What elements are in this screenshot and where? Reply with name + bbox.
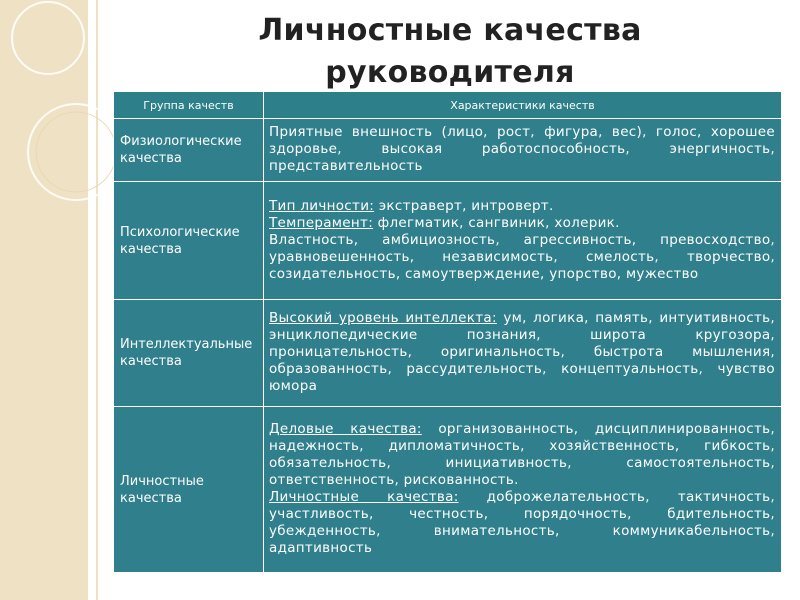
characteristics-paragraph — [269, 215, 775, 232]
table-row — [114, 119, 782, 182]
characteristics-paragraph — [269, 198, 775, 215]
characteristics-paragraph — [269, 232, 775, 283]
qualities-table — [113, 91, 782, 573]
characteristics-paragraph — [269, 489, 775, 557]
characteristics-cell — [264, 407, 782, 573]
characteristic-text: флегматик, сангвиник, холерик. — [373, 214, 620, 231]
group-cell: Личностные качества — [114, 407, 264, 573]
group-cell: Физиологические качества — [114, 119, 264, 182]
characteristics-cell — [264, 119, 782, 182]
characteristic-label: Тип личности: — [269, 197, 375, 214]
characteristic-label: Личностные качества: — [269, 489, 459, 505]
characteristic-label: Деловые качества: — [269, 421, 422, 437]
characteristic-label: Темперамент: — [269, 214, 374, 231]
characteristic-text: Приятные внешность (лицо, рост, фигура, вес), голос, хорошее здоровье, высокая работоспособность, энергичность, представительность — [269, 124, 775, 174]
characteristics-cell — [264, 182, 782, 300]
characteristics-paragraph — [269, 310, 775, 395]
title-line-2: руководителя — [325, 55, 575, 90]
characteristics-paragraph — [269, 421, 775, 489]
characteristic-text: организованность, дисциплинированность, надежность, дипломатичность, хозяйственность, гибкость, обязательность, инициативность, самостоятельность, ответственность, рискованность. — [269, 421, 775, 488]
header-characteristics: Характеристики качеств — [264, 92, 782, 119]
characteristic-text: экстраверт, интроверт. — [374, 197, 554, 214]
group-cell: Психологические качества — [114, 182, 264, 300]
characteristics-cell — [264, 300, 782, 407]
title-line-1: Личностные качества — [258, 13, 642, 48]
table-header-row — [114, 92, 782, 119]
characteristic-text: Властность, амбициозность, агрессивность, превосходство, уравновешенность, независимость, смелость, творчество, созидательность, самоутверждение, упорство, мужество — [269, 231, 775, 282]
table-row — [114, 407, 782, 573]
characteristic-text: ум, логика, память, интуитивность, энциклопедические познания, широта кругозора, проницательность, оригинальность, быстрота мышления, образованность, рассудительность, концептуальность, чувство юмора — [269, 310, 775, 394]
characteristic-label: Высокий уровень интеллекта: — [269, 310, 497, 326]
characteristic-text: доброжелательность, тактичность, участливость, честность, порядочность, бдительность, убежденность, внимательность, коммуникабельность, адаптивность — [269, 489, 775, 556]
table-row — [114, 182, 782, 300]
header-group: Группа качеств — [114, 92, 264, 119]
characteristics-paragraph — [269, 124, 775, 175]
slide-title — [110, 10, 790, 94]
group-cell: Интеллектуальные качества — [114, 300, 264, 407]
table-row — [114, 300, 782, 407]
